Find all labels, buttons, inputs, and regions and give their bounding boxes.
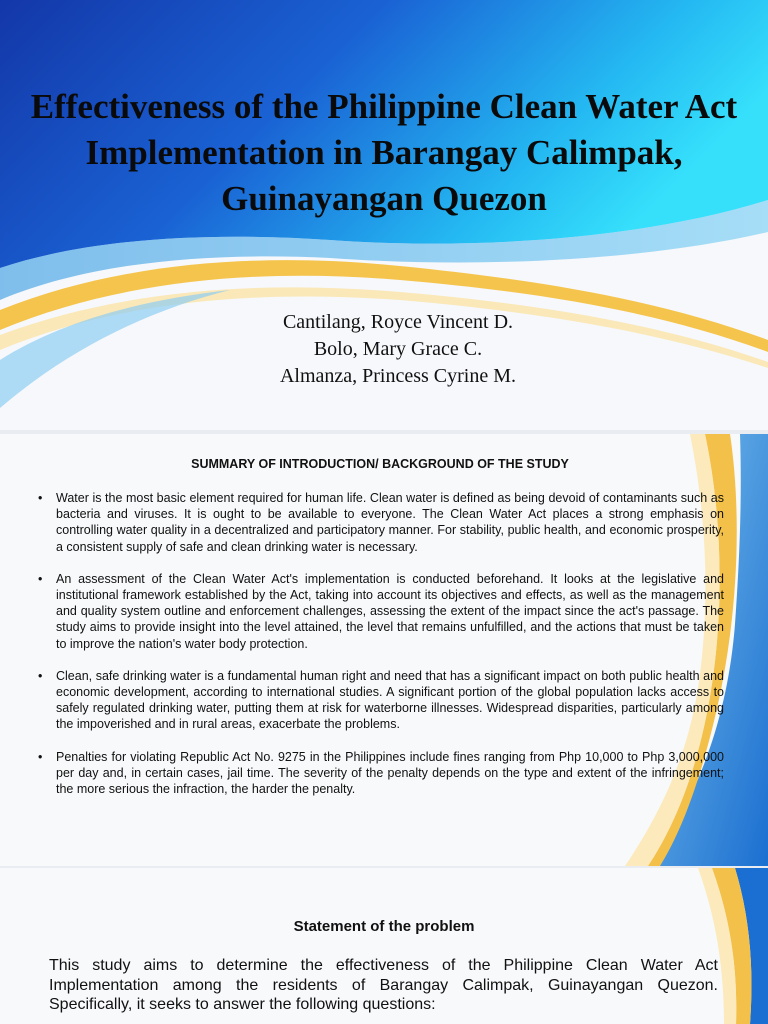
section-heading: Statement of the problem bbox=[293, 918, 475, 935]
list-item bbox=[36, 749, 724, 798]
bullet-icon: • bbox=[38, 571, 43, 586]
author-name: Bolo, Mary Grace C. bbox=[313, 338, 483, 360]
presentation-title: Effectiveness of the Philippine Clean Water Act Implementation in Barangay Calimpak, Guinayangan Quezon bbox=[30, 87, 738, 218]
bullet-text: Penalties for violating Republic Act No. 9275 in the Philippines include fines ranging from Php 10,000 to Php 3,000,000 per day and, in certain cases, jail time. The severity of the penalty depends on the type and extent of the infringement; the more serious the infraction, the harder the penalty. bbox=[56, 749, 724, 797]
bullet-icon: • bbox=[38, 491, 43, 505]
title-slide bbox=[0, 0, 768, 430]
bullet-text: Clean, safe drinking water is a fundamental human right and need that has a significant impact on both public health and economic development, according to international studies. A significant portion of the global population lacks access to safely regulated drinking water, putting them at risk for waterborne illnesses. Widespread disparities, particularly among the impoverished and in rural areas, exacerbate the problems. bbox=[56, 668, 724, 732]
author-list bbox=[180, 309, 616, 390]
bullet-text: An assessment of the Clean Water Act's implementation is conducted beforehand. It looks at the legislative and institutional framework established by the Act, taking into account its objectives and effects, as well as the management and quality system outline and enforcement challenges, assessing the extent of the impact since the act's passage. The study aims to provide insight into the level attained, the level that remains unfulfilled, and the actions that must be taken to improve the nation's water body protection. bbox=[56, 571, 724, 651]
list-item bbox=[36, 668, 724, 733]
problem-statement-text: This study aims to determine the effectiveness of the Philippine Clean Water Act Implementation among the residents of Barangay Calimpak, Guinayangan Quezon. Specifically, it seeks to answer the following questions: bbox=[49, 957, 718, 1013]
bullet-icon: • bbox=[38, 749, 43, 764]
bullet-list bbox=[36, 490, 724, 813]
section-heading: SUMMARY OF INTRODUCTION/ BACKGROUND OF THE STUDY bbox=[191, 457, 569, 471]
author-name: Almanza, Princess Cyrine M. bbox=[279, 365, 517, 387]
problem-statement-slide bbox=[0, 868, 768, 1024]
bullet-icon: • bbox=[38, 668, 43, 683]
list-item bbox=[36, 571, 724, 652]
bullet-text: Water is the most basic element required for human life. Clean water is defined as being devoid of contaminants such as bacteria and viruses. It is ought to be available to everyone. The Clean Water Act places a strong emphasis on controlling water quality in a decentralized and participatory manner. For stability, public health, and economic prosperity, a consistent supply of safe and clean drinking water is necessary. bbox=[56, 491, 724, 554]
list-item bbox=[36, 490, 724, 555]
summary-slide bbox=[0, 434, 768, 866]
author-name: Cantilang, Royce Vincent D. bbox=[282, 311, 514, 333]
